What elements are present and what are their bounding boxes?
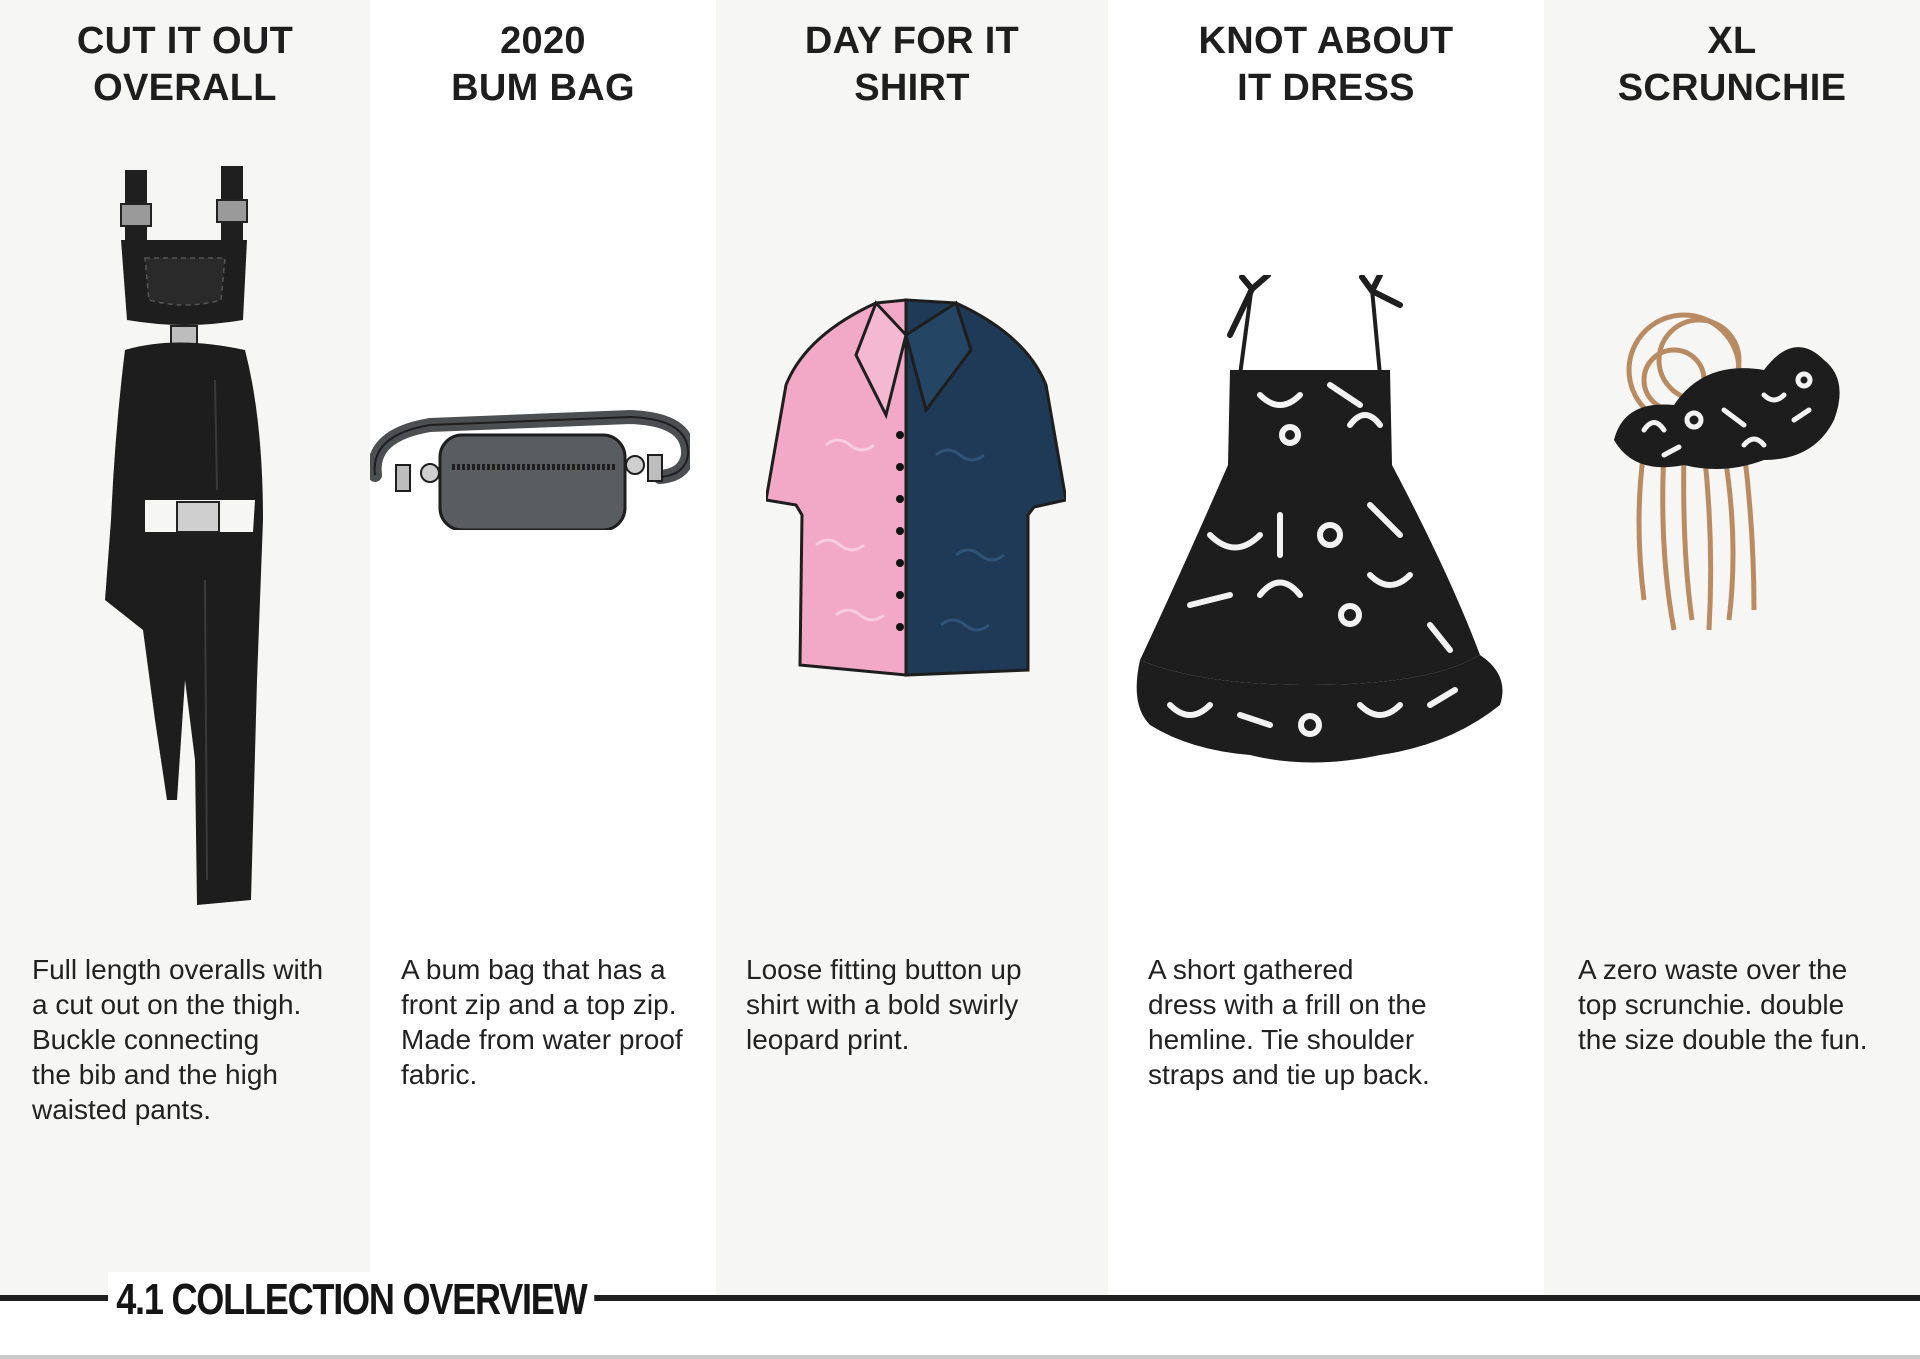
description-line: shirt with a bold swirly (746, 989, 1019, 1020)
item-description (746, 952, 1022, 1057)
description-line: A zero waste over the (1578, 954, 1848, 985)
bum-bag-illustration (370, 395, 690, 530)
section-title: 4.1 COLLECTION OVERVIEW (108, 1272, 595, 1328)
item-title-line: SHIRT (854, 67, 970, 109)
item-description (1148, 952, 1430, 1092)
item-panel-bum-bag (370, 0, 716, 1295)
description-line: straps and tie up back. (1148, 1059, 1430, 1090)
item-panel-dress (1108, 0, 1544, 1295)
item-title (1544, 18, 1920, 112)
description-line: the size double the fun. (1578, 1024, 1868, 1055)
description-line: Loose fitting button up (746, 954, 1022, 985)
item-title-line: BUM BAG (451, 67, 635, 109)
item-title-line: IT DRESS (1237, 67, 1415, 109)
item-description (32, 952, 323, 1127)
description-line: a cut out on the thigh. (32, 989, 302, 1020)
description-line: A short gathered (1148, 954, 1354, 985)
description-line: top scrunchie. double (1578, 989, 1845, 1020)
item-panel-shirt (716, 0, 1108, 1295)
description-line: Buckle connecting (32, 1024, 260, 1055)
description-line: hemline. Tie shoulder (1148, 1024, 1415, 1055)
description-line: the bib and the high (32, 1059, 278, 1090)
item-title-line: KNOT ABOUT (1198, 20, 1454, 62)
scrunchie-illustration (1604, 300, 1854, 660)
description-line: fabric. (401, 1059, 478, 1090)
description-line: Made from water proof (401, 1024, 683, 1055)
description-line: front zip and a top zip. (401, 989, 677, 1020)
item-description (1578, 952, 1868, 1057)
item-panel-scrunchie (1544, 0, 1920, 1295)
item-title-line: CUT IT OUT (76, 20, 294, 62)
item-title-line: XL (1707, 20, 1757, 62)
item-title-line: DAY FOR IT (804, 20, 1020, 62)
item-title (370, 18, 716, 112)
item-title-line: OVERALL (93, 67, 277, 109)
bottom-rule (0, 1355, 1920, 1359)
description-line: waisted pants. (32, 1094, 211, 1125)
description-line: leopard print. (746, 1024, 910, 1055)
description-line: A bum bag that has a (401, 954, 666, 985)
item-title-line: SCRUNCHIE (1617, 67, 1847, 109)
item-title (716, 18, 1108, 112)
description-line: dress with a frill on the (1148, 989, 1427, 1020)
description-line: Full length overalls with (32, 954, 324, 985)
dress-illustration (1130, 275, 1530, 775)
item-title (1108, 18, 1544, 112)
item-panel-overall (0, 0, 370, 1295)
item-title (0, 18, 370, 112)
overall-illustration (85, 160, 285, 915)
item-title-line: 2020 (500, 20, 586, 62)
item-description (401, 952, 683, 1092)
shirt-illustration (766, 295, 1066, 685)
